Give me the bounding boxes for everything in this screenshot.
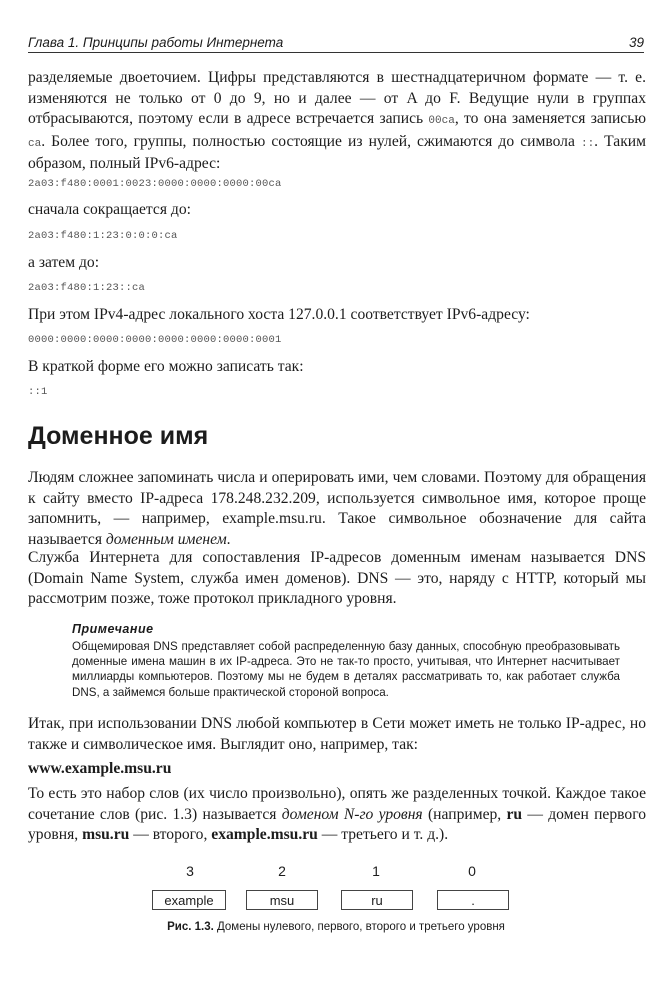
dns-paragraph: Итак, при использовании DNS любой компьютер в Сети может иметь не только IP-адрес, но также и символическое имя. Выглядит оно, например, так:: [28, 715, 646, 753]
code-colons: ::: [580, 137, 595, 150]
domain-box-msu: msu: [246, 890, 318, 910]
localhost-short-address: ::1: [28, 386, 48, 398]
domain-paragraph-1: Людям сложнее запоминать числа и оперировать ими, чем словами. Поэтому для обращения к сайту вместо IP-адреса 178.248.232.209, используется символьное имя, которое проще запомнить, — например, example.msu.ru. Такое символьное обозначение для сайта называется доменным именем.: [28, 469, 646, 548]
note-text: Общемировая DNS представляет собой распределенную базу данных, способную преобразовывать доменные имена машин в их IP-адреса. Это не так-то просто, учитывая, что Интернет насчитывает миллиарды компьютеров. Поэтому мы не будем в деталях рассматривать то, как работает служба DNS, а займемся больше практической стороной вопроса.: [72, 640, 620, 699]
code-00ca: 00ca: [428, 115, 455, 127]
ipv6-full-address: 2a03:f480:0001:0023:0000:0000:0000:00ca: [28, 178, 282, 190]
then-label: а затем до:: [28, 254, 100, 271]
levels-paragraph: То есть это набор слов (их число произвольно), опять же разделенных точкой. Каждое такое сочетание слов (рис. 1.3) называется доменом N-го уровня (например, ru — домен первого уровня, msu.ru — второго, example.msu.ru — третьего и т. д.).: [28, 785, 647, 843]
term-domain-level: доменом N-го уровня: [281, 805, 423, 823]
level-label-1: 1: [372, 863, 380, 879]
domain-box-root: .: [437, 890, 509, 910]
level-label-3: 3: [186, 863, 194, 879]
ipv6-shortened-address: 2a03:f480:1:23:0:0:0:ca: [28, 230, 178, 242]
term-domain-name: доменным именем: [105, 530, 227, 548]
localhost-text: При этом IPv4-адрес локального хоста 127.0.0.1 соответствует IPv6-адресу:: [28, 306, 530, 323]
ipv6-compressed-address: 2a03:f480:1:23::ca: [28, 282, 146, 294]
level-label-0: 0: [468, 863, 476, 879]
level-label-2: 2: [278, 863, 286, 879]
figure-caption: Рис. 1.3. Домены нулевого, первого, второго и третьего уровня: [167, 921, 505, 933]
note-block: [72, 622, 620, 700]
example-url: www.example.msu.ru: [28, 760, 172, 777]
note-title: Примечание: [72, 622, 154, 636]
code-ca: ca: [28, 137, 42, 150]
domain-box-ru: ru: [341, 890, 413, 910]
short-form-text: В краткой форме его можно записать так:: [28, 358, 304, 375]
page-header: [28, 32, 644, 53]
domain-box-example: example: [152, 890, 226, 910]
domain-paragraph-2: Служба Интернета для сопоставления IP-адресов доменным именам называется DNS (Domain Name System, служба имен доменов). DNS — это, наряду с HTTP, который мы рассмотрим позже, тоже протокол прикладного уровня.: [28, 549, 646, 607]
localhost-full-address: 0000:0000:0000:0000:0000:0000:0000:0001: [28, 334, 282, 346]
intro-paragraph: разделяемые двоеточием. Цифры представляются в шестнадцатеричном формате — т. е. изменяются не только от 0 до 9, но и далее — от A до F. Ведущие нули в группах отбрасываются, поэтому если в адресе встречается запись 00ca, то она заменяется записью ca. Более того, группы, полностью состоящие из нулей, сжимаются до символа ::. Таким образом, полный IPv6-адрес:: [28, 69, 646, 172]
page-number: 39: [628, 35, 644, 50]
first-label: сначала сокращается до:: [28, 201, 191, 218]
chapter-title: Глава 1. Принципы работы Интернета: [28, 35, 284, 50]
section-title: Доменное имя: [28, 422, 209, 450]
